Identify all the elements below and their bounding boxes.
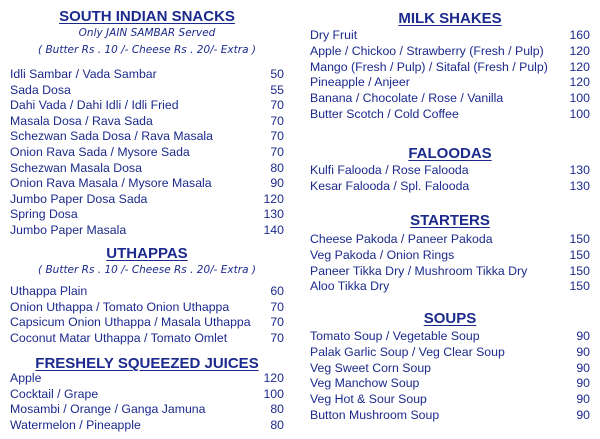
menu-item-name: Tomato Soup / Vegetable Soup — [310, 329, 480, 343]
menu-item-price: 120 — [569, 59, 590, 74]
menu-item-row — [310, 232, 590, 248]
menu-item-row — [10, 145, 284, 161]
menu-item-name: Coconut Matar Uthappa / Tomato Omlet — [10, 330, 228, 345]
menu-item-price: 100 — [569, 91, 590, 106]
menu-item-name: Mosambi / Orange / Ganga Jamuna — [10, 402, 206, 417]
menu-item-name: Spring Dosa — [10, 207, 78, 222]
section-title-starters: STARTERS — [410, 212, 490, 229]
section-title-milk-shakes: MILK SHAKES — [398, 10, 502, 27]
menu-item-price: 80 — [270, 402, 284, 417]
menu-item-price: 90 — [576, 360, 590, 375]
extra-charges-note: ( Butter Rs . 10 /- Cheese Rs . 20/- Extra ) — [38, 44, 256, 56]
menu-item-name: Butter Scotch / Cold Coffee — [310, 107, 459, 121]
menu-item-name: Apple / Chickoo / Strawberry (Fresh / Pulp) — [310, 43, 544, 58]
menu-item-name: Capsicum Onion Uthappa / Masala Uthappa — [10, 315, 251, 330]
menu-item-name: Onion Rava Masala / Mysore Masala — [10, 176, 212, 191]
menu-item-name: Sada Dosa — [10, 82, 71, 97]
menu-item-price: 70 — [270, 330, 284, 345]
menu-item-row — [310, 392, 590, 408]
menu-item-price: 70 — [270, 98, 284, 113]
menu-item-price: 90 — [576, 392, 590, 407]
menu-item-price: 70 — [270, 299, 284, 314]
menu-item-price: 150 — [569, 232, 590, 246]
menu-item-price: 70 — [270, 145, 284, 159]
menu-item-row — [10, 67, 284, 83]
menu-item-row — [10, 161, 284, 177]
menu-item-price: 90 — [576, 344, 590, 359]
menu-item-price: 130 — [569, 163, 590, 177]
menu-item-row — [10, 315, 284, 331]
menu-item-name: Jumbo Paper Dosa Sada — [10, 191, 148, 206]
menu-item-name: Palak Garlic Soup / Veg Clear Soup — [310, 344, 505, 359]
section-title-south-indian-snacks: SOUTH INDIAN SNACKS — [59, 8, 235, 25]
menu-item-price: 100 — [569, 107, 590, 121]
menu-item-row — [310, 60, 590, 76]
menu-item-name: Cheese Pakoda / Paneer Pakoda — [310, 232, 493, 246]
menu-item-row — [310, 28, 590, 44]
menu-item-row — [10, 83, 284, 99]
section-title-uthappas: UTHAPPAS — [106, 245, 188, 262]
menu-item-name: Veg Hot & Sour Soup — [310, 392, 427, 407]
menu-item-row — [310, 376, 590, 392]
menu-item-price: 130 — [263, 207, 284, 222]
menu-item-row — [10, 98, 284, 114]
menu-item-row — [310, 279, 590, 295]
menu-item-price: 60 — [270, 284, 284, 298]
menu-item-row — [10, 129, 284, 145]
menu-item-price: 150 — [569, 263, 590, 278]
menu-item-price: 90 — [576, 408, 590, 422]
menu-item-price: 120 — [263, 191, 284, 206]
menu-item-price: 70 — [270, 129, 284, 144]
menu-item-price: 90 — [270, 176, 284, 191]
menu-item-name: Masala Dosa / Rava Sada — [10, 113, 153, 128]
menu-item-row — [10, 371, 284, 387]
section-title-soups: SOUPS — [423, 310, 477, 327]
menu-item-price: 120 — [569, 75, 590, 90]
menu-item-price: 160 — [569, 28, 590, 42]
menu-item-price: 80 — [270, 417, 284, 432]
menu-item-price: 70 — [270, 315, 284, 330]
menu-item-name: Veg Pakoda / Onion Rings — [310, 247, 455, 262]
menu-item-name: Apple — [10, 371, 42, 385]
menu-item-row — [310, 345, 590, 361]
menu-item-row — [10, 300, 284, 316]
menu-item-row — [10, 176, 284, 192]
menu-item-name: Schezwan Sada Dosa / Rava Masala — [10, 129, 214, 144]
menu-item-name: Dry Fruit — [310, 28, 358, 42]
menu-item-row — [310, 248, 590, 264]
menu-item-row — [10, 192, 284, 208]
menu-item-price: 150 — [569, 279, 590, 294]
menu-item-row — [310, 329, 590, 345]
menu-item-row — [10, 387, 284, 403]
menu-item-price: 50 — [270, 67, 284, 81]
menu-item-name: Onion Uthappa / Tomato Onion Uthappa — [10, 299, 230, 314]
menu-item-row — [310, 179, 590, 195]
section-title-faloodas: FALOODAS — [408, 145, 492, 162]
menu-item-price: 55 — [270, 82, 284, 97]
menu-item-name: Mango (Fresh / Pulp) / Sitafal (Fresh / Pulp) — [310, 59, 548, 74]
jain-sambar-note: Only JAIN SAMBAR Served — [78, 27, 216, 39]
menu-item-row — [310, 91, 590, 107]
menu-item-price: 130 — [569, 178, 590, 193]
section-title-juices: FRESHELY SQUEEZED JUICES — [35, 355, 259, 372]
menu-item-price: 140 — [263, 223, 284, 237]
menu-item-name: Idli Sambar / Vada Sambar — [10, 67, 157, 81]
menu-item-name: Paneer Tikka Dry / Mushroom Tikka Dry — [310, 263, 528, 278]
menu-item-name: Jumbo Paper Masala — [10, 223, 127, 237]
menu-item-row — [10, 402, 284, 418]
menu-item-price: 70 — [270, 113, 284, 128]
menu-item-name: Aloo Tikka Dry — [310, 279, 390, 294]
menu-item-price: 150 — [569, 247, 590, 262]
menu-item-price: 80 — [270, 160, 284, 175]
menu-item-name: Kesar Falooda / Spl. Falooda — [310, 178, 470, 193]
menu-item-price: 100 — [263, 386, 284, 401]
menu-item-row — [310, 264, 590, 280]
menu-item-row — [310, 107, 590, 123]
menu-item-row — [10, 418, 284, 434]
menu-item-name: Cocktail / Grape — [10, 386, 99, 401]
menu-item-name: Uthappa Plain — [10, 284, 88, 298]
menu-item-row — [10, 284, 284, 300]
menu-item-row — [310, 361, 590, 377]
menu-item-price: 120 — [569, 43, 590, 58]
menu-item-name: Button Mushroom Soup — [310, 408, 440, 422]
menu-item-name: Watermelon / Pineapple — [10, 417, 141, 432]
menu-item-row — [310, 75, 590, 91]
menu-item-row — [10, 223, 284, 239]
menu-item-price: 90 — [576, 376, 590, 391]
menu-item-name: Kulfi Falooda / Rose Falooda — [310, 163, 469, 177]
menu-item-name: Banana / Chocolate / Rose / Vanilla — [310, 91, 504, 106]
menu-item-name: Pineapple / Anjeer — [310, 75, 410, 90]
menu-item-name: Veg Manchow Soup — [310, 376, 420, 391]
menu-item-price: 120 — [263, 371, 284, 385]
menu-item-row — [310, 163, 590, 179]
menu-item-row — [10, 207, 284, 223]
menu-item-price: 90 — [576, 329, 590, 343]
menu-item-name: Dahi Vada / Dahi Idli / Idli Fried — [10, 98, 179, 113]
menu-item-name: Onion Rava Sada / Mysore Sada — [10, 145, 190, 159]
menu-item-name: Veg Sweet Corn Soup — [310, 360, 431, 375]
menu-item-row — [10, 114, 284, 130]
menu-item-row — [10, 331, 284, 347]
uthappa-extra-charges-note: ( Butter Rs . 10 /- Cheese Rs . 20/- Extra ) — [38, 264, 256, 276]
menu-item-name: Schezwan Masala Dosa — [10, 160, 142, 175]
menu-item-row — [310, 408, 590, 424]
menu-item-row — [310, 44, 590, 60]
